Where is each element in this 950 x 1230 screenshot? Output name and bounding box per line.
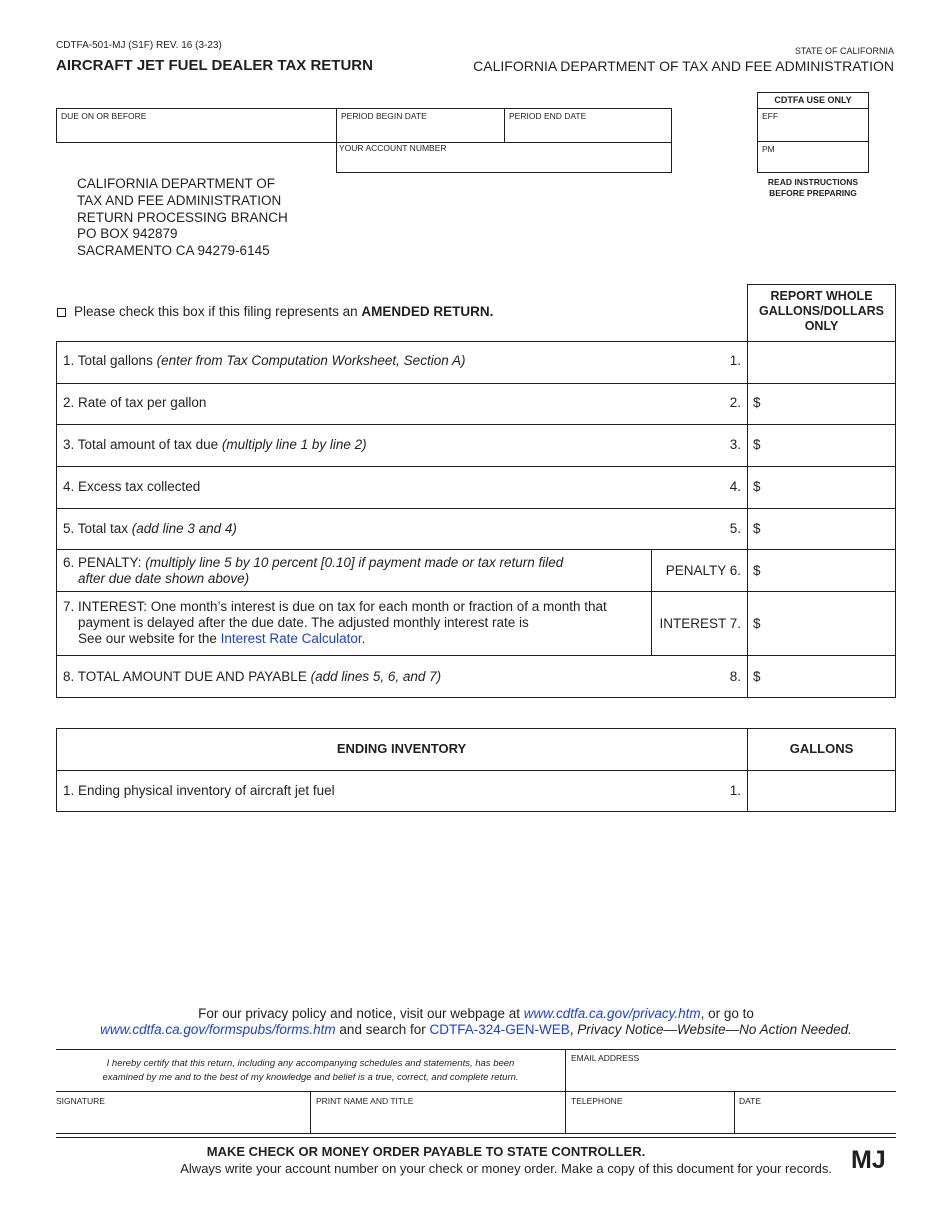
line-5-dollar: $ (753, 521, 761, 536)
line-8-number: 8. (729, 669, 741, 684)
certification-statement: I hereby certify that this return, including any accompanying schedules and statements, has been examined by me and to the best of my knowledge and belief is a true, correct, and complete return. (102, 1058, 519, 1083)
email-label: EMAIL ADDRESS (571, 1053, 640, 1063)
line-2-input[interactable] (765, 385, 894, 423)
line-2-dollar: $ (753, 395, 761, 410)
cdtfa-use-title: CDTFA USE ONLY (774, 95, 852, 105)
line-6-input[interactable] (765, 551, 894, 589)
line-8-input[interactable] (765, 657, 894, 697)
line-2-label: 2. Rate of tax per gallon (63, 395, 207, 410)
inventory-line-number: 1. (729, 783, 741, 798)
read-instructions: READ INSTRUCTIONS BEFORE PREPARING (767, 177, 859, 198)
privacy-notice: For our privacy policy and notice, visit our webpage at www.cdtfa.ca.gov/privacy.htm, or go to www.cdtfa.ca.gov/formspubs/forms.htm and search for CDTFA-324-GEN-WEB, Privacy Notice—Website—No Action Needed. (100, 1006, 852, 1037)
amended-return-text: Please check this box if this filing represents an AMENDED RETURN. (74, 304, 494, 319)
line-6-dollar: $ (753, 563, 761, 578)
form-title: AIRCRAFT JET FUEL DEALER TAX RETURN (56, 57, 373, 74)
line-1-label: 1. Total gallons (enter from Tax Computation Worksheet, Section A) (63, 353, 466, 368)
telephone-label: TELEPHONE (571, 1096, 623, 1106)
line-8-dollar: $ (753, 669, 761, 684)
line-3-dollar: $ (753, 437, 761, 452)
account-number-label: YOUR ACCOUNT NUMBER (339, 143, 447, 153)
line-4-dollar: $ (753, 479, 761, 494)
due-date-field[interactable] (57, 109, 335, 142)
report-whole-header: REPORT WHOLE GALLONS/DOLLARS ONLY (759, 289, 884, 333)
period-begin-label: PERIOD BEGIN DATE (341, 111, 427, 121)
line-3-input[interactable] (765, 426, 894, 464)
line-7-input[interactable] (765, 593, 894, 653)
cdtfa-324-link[interactable]: CDTFA-324-GEN-WEB (429, 1022, 570, 1037)
ending-inventory-header: ENDING INVENTORY (336, 741, 467, 756)
penalty-number: PENALTY 6. (665, 563, 741, 578)
line-5-input[interactable] (765, 510, 894, 548)
line-4-input[interactable] (765, 468, 894, 506)
line-6-label: 6. PENALTY: (multiply line 5 by 10 percent [0.10] if payment made or tax return filed after due date shown above) (63, 555, 564, 586)
inventory-line-label: 1. Ending physical inventory of aircraft jet fuel (63, 783, 335, 798)
account-reminder: Always write your account number on your check or money order. Make a copy of this document for your records. (180, 1161, 832, 1176)
gallons-header: GALLONS (789, 741, 854, 756)
email-field[interactable] (567, 1065, 895, 1089)
line-7-label: 7. INTEREST: One month’s interest is due on tax for each month or fraction of a month that payment is delayed after the due date. The adjusted monthly interest rate is See our website for the Interest Rate Calculator. (63, 599, 607, 646)
line-3-label: 3. Total amount of tax due (multiply line 1 by line 2) (63, 437, 367, 452)
print-name-field[interactable] (312, 1107, 563, 1131)
pm-label: PM (762, 144, 775, 154)
inventory-gallons-input[interactable] (749, 772, 894, 810)
form-id: CDTFA-501-MJ (S1F) REV. 16 (3-23) (56, 40, 222, 51)
signature-label: SIGNATURE (56, 1096, 105, 1106)
interest-rate-calculator-link[interactable]: Interest Rate Calculator (220, 631, 362, 646)
payable-notice: MAKE CHECK OR MONEY ORDER PAYABLE TO STATE CONTROLLER. (206, 1144, 646, 1159)
line-4-number: 4. (729, 479, 741, 494)
agency-name: CALIFORNIA DEPARTMENT OF TAX AND FEE ADMINISTRATION (473, 58, 894, 74)
period-begin-field[interactable] (337, 109, 503, 142)
line-8-label: 8. TOTAL AMOUNT DUE AND PAYABLE (add lines 5, 6, and 7) (63, 669, 442, 684)
eff-label: EFF (762, 111, 779, 121)
period-end-field[interactable] (505, 109, 671, 142)
line-1-input[interactable] (749, 343, 894, 381)
line-3-number: 3. (729, 437, 741, 452)
due-date-label: DUE ON OR BEFORE (61, 111, 147, 121)
telephone-field[interactable] (567, 1107, 732, 1131)
date-field[interactable] (736, 1107, 895, 1131)
signature-field[interactable] (57, 1107, 308, 1131)
amended-return-checkbox[interactable] (57, 308, 66, 317)
forms-link[interactable]: www.cdtfa.ca.gov/formspubs/forms.htm (100, 1022, 336, 1037)
line-5-number: 5. (729, 521, 741, 536)
interest-number: INTEREST 7. (659, 616, 741, 631)
privacy-link[interactable]: www.cdtfa.ca.gov/privacy.htm (523, 1006, 701, 1021)
mailing-address: CALIFORNIA DEPARTMENT OF TAX AND FEE ADMINISTRATION RETURN PROCESSING BRANCH PO BOX 942879 SACRAMENTO CA 94279-6145 (77, 176, 288, 259)
state-label: STATE OF CALIFORNIA (794, 46, 894, 56)
print-name-label: PRINT NAME AND TITLE (316, 1096, 414, 1106)
form-code: MJ (851, 1146, 886, 1174)
period-end-label: PERIOD END DATE (509, 111, 587, 121)
line-1-number: 1. (729, 353, 741, 368)
line-5-label: 5. Total tax (add line 3 and 4) (63, 521, 237, 536)
line-4-label: 4. Excess tax collected (63, 479, 201, 494)
date-label: DATE (739, 1096, 762, 1106)
line-2-number: 2. (729, 395, 741, 410)
line-7-dollar: $ (753, 616, 761, 631)
